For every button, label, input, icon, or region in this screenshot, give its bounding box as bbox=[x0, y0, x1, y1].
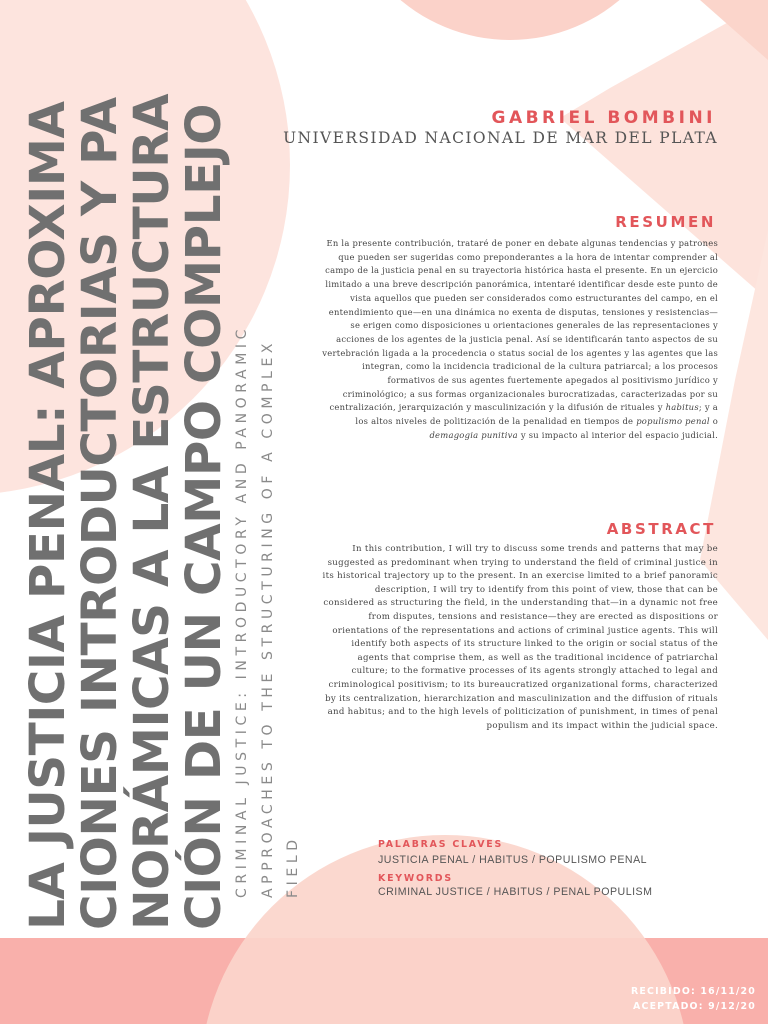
received-date: RECIBIDO: 16/11/20 bbox=[631, 986, 756, 997]
subtitle-line-1: CRIMINAL JUSTICE: INTRODUCTORY AND PANORAMIC bbox=[234, 325, 250, 898]
author-affiliation: UNIVERSIDAD NACIONAL DE MAR DEL PLATA bbox=[283, 129, 718, 147]
resumen-heading: RESUMEN bbox=[615, 213, 716, 231]
keywords-es-heading: PALABRAS CLAVES bbox=[378, 839, 504, 850]
title-block bbox=[22, 70, 230, 930]
accepted-date: ACEPTADO: 9/12/20 bbox=[633, 1001, 756, 1012]
resumen-demagogia: demagogia punitiva bbox=[429, 429, 518, 440]
author-name: GABRIEL BOMBINI bbox=[491, 108, 716, 128]
title-line-2: CIONES INTRODUCTORIAS Y PA bbox=[72, 97, 128, 930]
subtitle-line-2: APPROACHES TO THE STRUCTURING OF A COMPLEX bbox=[259, 338, 276, 898]
resumen-habitus: habitus bbox=[665, 402, 699, 413]
abstract-heading: ABSTRACT bbox=[606, 520, 716, 538]
subtitle-line-3: FIELD bbox=[285, 835, 301, 898]
subtitle-block bbox=[230, 248, 307, 898]
abstract-text: In this contribution, I will try to discuss some trends and patterns that may be suggested as predominant when trying to understand the field of criminal justice in its historical trajectory up to the present. In an exercise limited to a brief panoramic description, I will try to identify from this point of view, those that can be considered as structuring the field, in the understanding that—in a dynamic not free from disputes, tensions and resistance—they are erected as dispositions or orientations of the representations and actions of criminal justice agents. This will identify both aspects of its structure linked to the origin or social status of the agents that comprise them, as well as the traditional incidence of patriarchal culture; to the formative processes of its agents strongly attached to legal and criminological positivism; to its bureaucratized organizational forms, characterized by its centralization, hierarchization and masculinization and the diffusion of rituals and habitus; and to the high levels of politicization of punishment, in times of penal populism and its impact within the judicial space. bbox=[322, 544, 718, 731]
title-line-3: NORÁMICAS A LA ESTRUCTURA bbox=[124, 93, 180, 930]
keywords-en-values: CRIMINAL JUSTICE / HABITUS / PENAL POPULISM bbox=[378, 886, 653, 898]
keywords-en-heading: KEYWORDS bbox=[378, 873, 453, 884]
resumen-text: En la presente contribución, trataré de poner en debate algunas tendencias y patrones que pueden ser sugeridas como preponderantes a la hora de intentar comprender al campo de la justicia penal en su trayectoria histórica hasta el presente. En un ejercicio limitado a una breve descripción panorámica, intentaré identificar desde este punto de vista aquellos que pueden ser considerados como estructurantes del campo, en el entendimiento que—en una dinámica no exenta de disputas, tensiones y resistencias—se erigen como disposiciones u orientaciones generales de las representaciones y acciones de los agentes de la justicia penal. Así se identificarán tanto aspectos de su vertebración ligada a la procedencia o status social de los agentes y las agentes que las integran, como la incidencia tradicional de la cultura patriarcal; a los procesos formativos de sus agentes fuertemente apegados al positivismo jurídico y criminológico; a sus formas organizacionales burocratizadas, caracterizadas por su centralización, jerarquización y masculinización y la difusión de rituales y habitus; y a los altos niveles de politización de la penalidad en tiempos de populismo penal o demagogia punitiva y su impacto al interior del espacio judicial. bbox=[322, 238, 718, 440]
keywords-es-values: JUSTICIA PENAL / HABITUS / POPULISMO PENAL bbox=[378, 854, 648, 866]
title-line-4: CIÓN DE UN CAMPO COMPLEJO bbox=[176, 104, 232, 930]
title-line-1: LA JUSTICIA PENAL: APROXIMA bbox=[20, 101, 76, 930]
resumen-populismo: populismo penal bbox=[636, 416, 710, 427]
